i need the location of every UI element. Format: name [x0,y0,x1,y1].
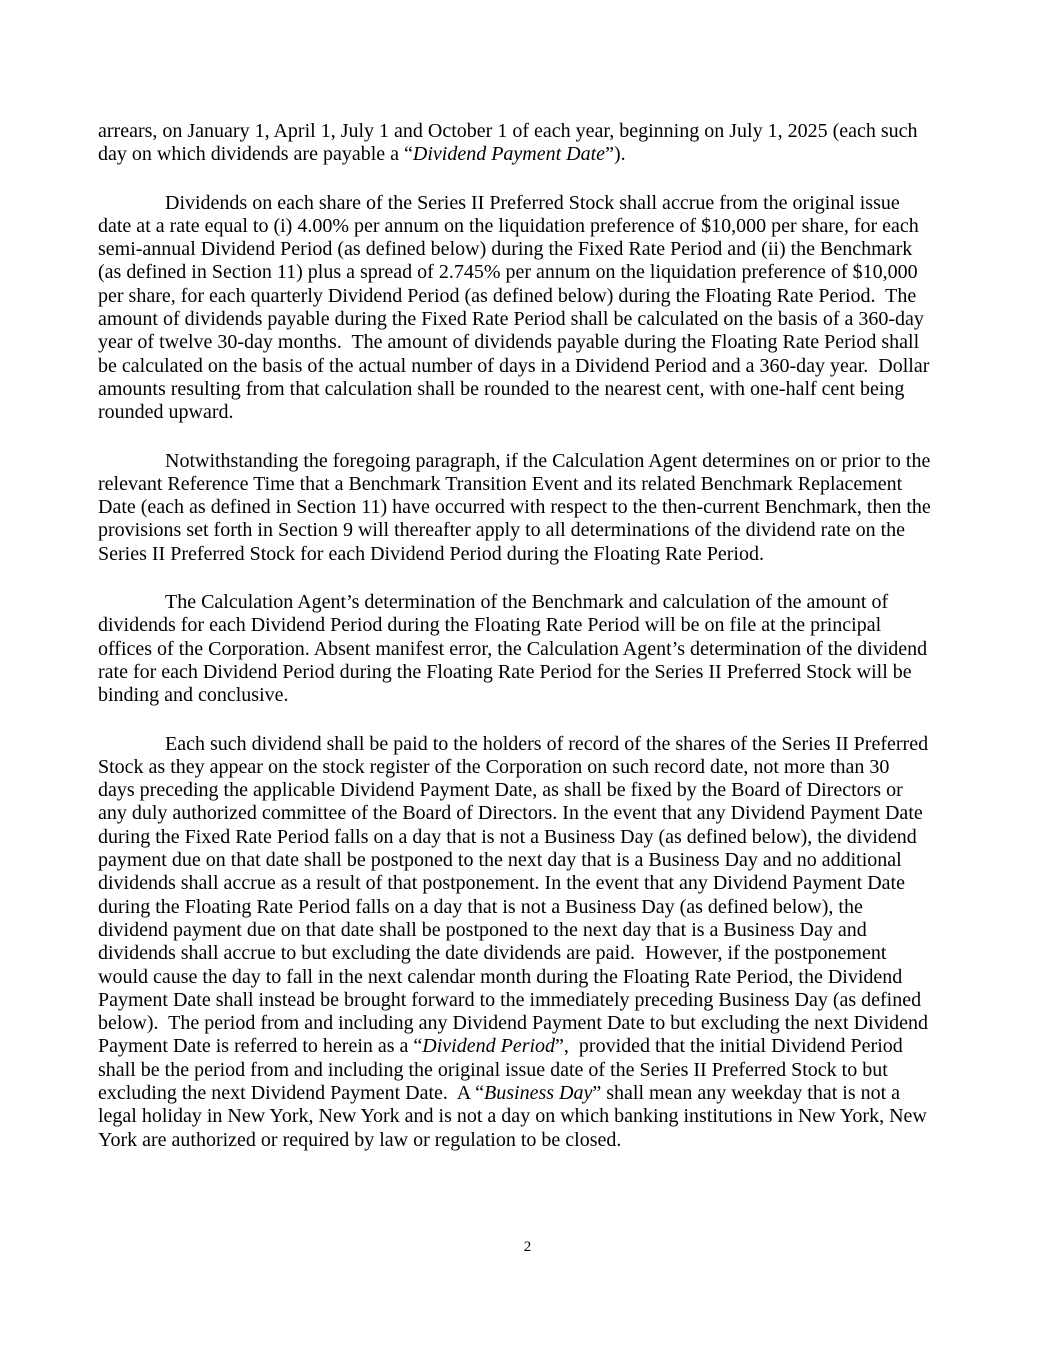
text-segment: Each such dividend shall be paid to the holders of record of the shares of the Series II Preferred Stock as they appear on the stock register of the Corporation on such record date, not more than 30 days preceding the applicable Dividend Payment Date, as shall be fixed by the Board of Directors or any duly authorized committee of the Board of Directors. In the event that any Dividend Payment Date during the Fixed Rate Period falls on a day that is not a Business Day (as defined below), the dividend payment due on that date shall be postponed to the next day that is a Business Day and no additional dividends shall accrue as a result of that postponement. In the event that any Dividend Payment Date during the Floating Rate Period falls on a day that is not a Business Day (as defined below), the dividend payment due on that date shall be postponed to the next day that is a Business Day and dividends shall accrue to but excluding the date dividends are paid. However, if the postponement would cause the day to fall in the next calendar month during the Floating Rate Period, the Dividend Payment Date shall instead be brought forward to the immediately preceding Business Day (as defined below). The period from and including any Dividend Payment Date to but excluding the next Dividend Payment Date is referred to herein as a “ [98,732,934,1058]
document-body [98,120,936,1177]
paragraph [98,449,936,566]
paragraph [98,591,931,707]
paragraph [98,191,935,425]
text-segment: Notwithstanding the foregoing paragraph, if the Calculation Agent determines on or prior to the relevant Reference Time that a Benchmark Transition Event and its related Benchmark Replacement Date (each as defined in Section 11) have occurred with respect to the then-current Benchmark, then the provisions set forth in Section 9 will thereafter apply to all determinations of the dividend rate on the Series II Preferred Stock for each Dividend Period during the Floating Rate Period. [98,449,936,565]
text-segment: The Calculation Agent’s determination of the Benchmark and calculation of the amount of dividends for each Dividend Period during the Floating Rate Period will be on file at the principal offices of the Corporation. Absent manifest error, the Calculation Agent’s determination of the dividend rate for each Dividend Period during the Floating Rate Period for the Series II Preferred Stock will be binding and conclusive. [98,591,933,707]
text-segment: Dividends on each share of the Series II Preferred Stock shall accrue from the original issue date at a rate equal to (i) 4.00% per annum on the liquidation preference of $10,000 per share, for each semi-annual Dividend Period (as defined below) during the Fixed Rate Period and (ii) the Benchmark (as defined in Section 11) plus a spread of 2.745% per annum on the liquidation preference of $10,000 per share, for each quarterly Dividend Period (as defined below) during the Floating Rate Period. The amount of dividends payable during the Fixed Rate Period shall be calculated on the basis of a 360-day year of twelve 30-day months. The amount of dividends payable during the Floating Rate Period shall be calculated on the basis of the actual number of days in a Dividend Period and a 360-day year. Dollar amounts resulting from that calculation shall be rounded to the nearest cent, with one-half cent being rounded upward. [98,191,935,424]
defined-term: Dividend Period [422,1035,556,1058]
text-segment: arrears, on January 1, April 1, July 1 and October 1 of each year, beginning on July 1, 2025 (each such day on which dividends are payable a “ [98,120,923,166]
defined-term: Business Day [484,1081,593,1104]
defined-term: Dividend Payment Date [412,143,606,166]
text-segment: ”). [605,143,626,166]
paragraph [98,732,934,1152]
text-segment: ” shall mean any weekday that is not a legal holiday in New York, New York and is not a day on which banking institutions in New York, New York are authorized or required by law or regulation to be closed. [98,1081,932,1151]
text-segment: ”, provided that the initial Dividend Period shall be the period from and including the original issue date of the Series II Preferred Stock to but excluding the next Dividend Payment Date. A “ [98,1035,908,1104]
page-number: 2 [523,1239,532,1255]
paragraph [98,120,931,167]
